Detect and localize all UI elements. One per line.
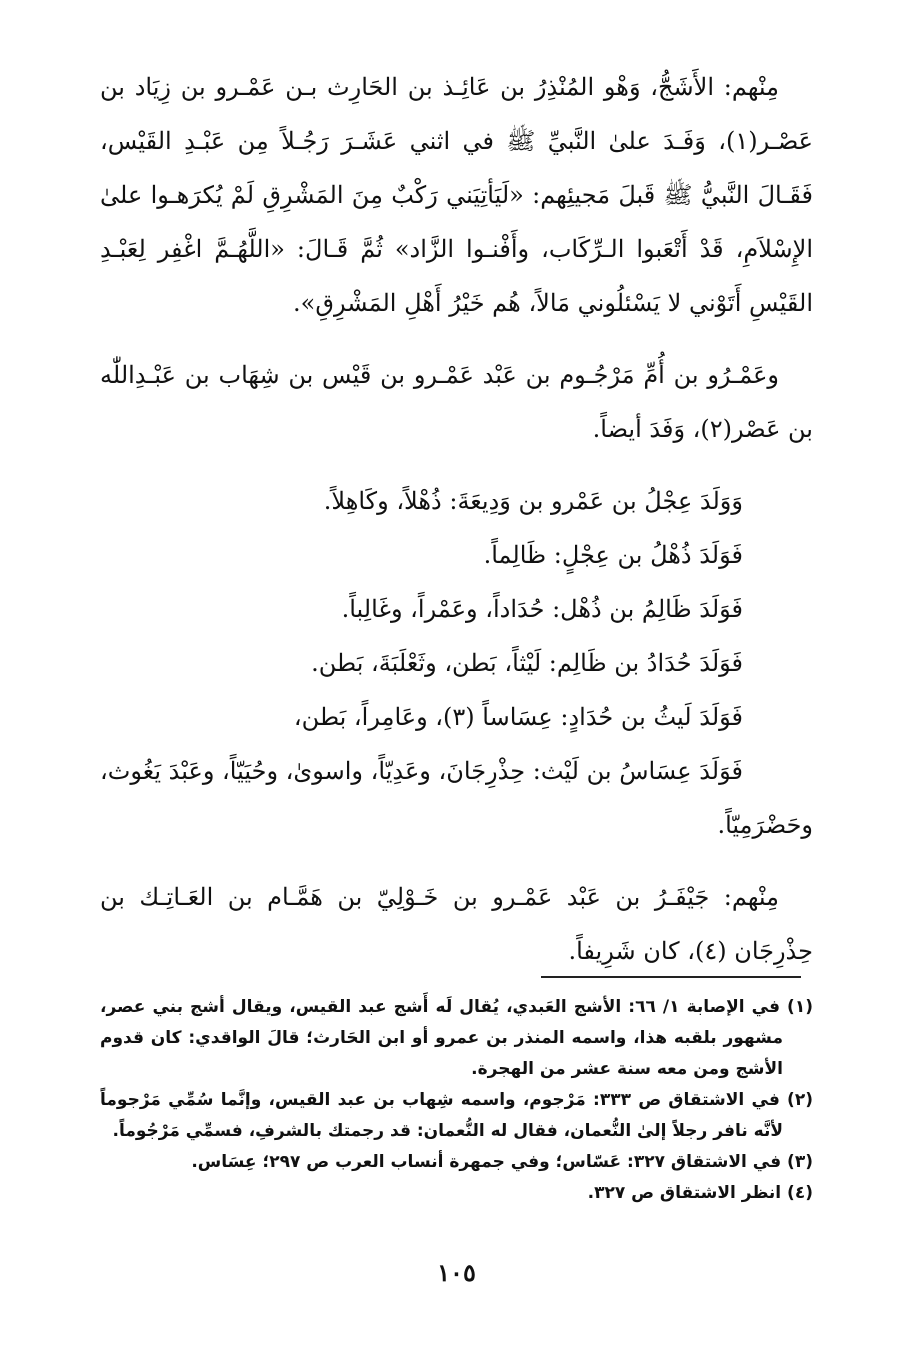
footnote-divider xyxy=(541,976,801,978)
footnote-3: (٣) في الاشتقاق ٣٢٧: عَسّاس؛ وفي جمهرة أنساب العرب ص ٢٩٧؛ عِسَاس. xyxy=(191,1152,813,1172)
paragraph-jayfar: مِنْهم: جَيْفَـرُ بن عَبْد عَمْـرو بن خَـوْلِيّ بن هَمَّـام بن العَـاتِـك بن حِذْرِجَان (٤)، كان شَرِيفاً. xyxy=(100,883,813,965)
footnote-1: (١) في الإصابة ١/ ٦٦: الأشج العَبدي، يُقال لَه أَشج عبد القيس، ويقال أشج بني عصر، مشهور بلقبه هذا، واسمه المنذر بن عمرو أو ابن الحَارث؛ قالَ الواقدي: كان قدوم الأشج ومن معه سنة عشر من الهجرة. xyxy=(100,997,813,1079)
footnotes xyxy=(100,992,813,1209)
genealogy-line: فَوَلَدَ ذُهْلُ بن عِجْلٍ: ظَالِماً. xyxy=(483,541,743,569)
page-number: ١٠٥ xyxy=(437,1258,476,1287)
genealogy-line: فَوَلَدَ لَيثُ بن حُدَادٍ: عِسَاساً (٣)، وعَامِراً، بَطن، xyxy=(293,703,743,731)
genealogy-list xyxy=(100,474,813,852)
paragraph-ashajj: مِنْهم: الأَشَجُّ، وَهْو المُنْذِرُ بن عَائِـذ بن الحَارِث بـن عَمْـرو بن زِيَاد بن عَصْـر(١)، وَفَـدَ علىٰ النَّبيِّ ﷺ في اثني عَشَـرَ رَجُـلاً مِن عَبْـدِ القَيْس، فَقَـالَ النَّبيُّ ﷺ قَبلَ مَجيئِهم: «لَيَأتِيَني رَكْبٌ مِنَ المَشْرِقِ لَمْ يُكرَهـوا علىٰ الإِسْلاَمِ، قَدْ أَتْعَبوا الـرِّكَاب، وأَفْنـوا الزَّاد» ثُمَّ قَـالَ: «اللَّهُـمَّ اغْفِر لِعَبْـدِ القَيْسِ أَتَوْني لا يَسْئلُوني مَالاً، هُم خَيْرُ أَهْلِ المَشْرِقِ». xyxy=(100,73,813,317)
genealogy-line: وَوَلَدَ عِجْلُ بن عَمْرو بن وَدِيعَةَ: ذُهْلاً، وكَاهِلاً. xyxy=(323,487,743,515)
footnote-2: (٢) في الاشتقاق ص ٣٣٣: مَرْجوم، واسمه شِهاب بن عبد القيس، وإنَّما سُمِّي مَرْجوماً لأنَّه نافر رجلاً إلىٰ النُّعمان، فقال له النُّعمان: قد رجمتك بالشرفِ، فسمِّي مَرْجُوماً. xyxy=(100,1090,814,1141)
main-text xyxy=(100,60,813,978)
genealogy-line: فَوَلَدَ ظَالِمُ بن ذُهْل: حُدَاداً، وعَمْراً، وغَالِباً. xyxy=(341,595,743,623)
paragraph-amr: وعَمْـرُو بن أُمِّ مَرْجُـوم بن عَبْد عَمْـرو بن قَيْس بن شِهَاب بن عَبْـدِاللّٰه بن عَصْر(٢)، وَفَدَ أيضاً. xyxy=(100,361,813,443)
genealogy-line: فَوَلَدَ حُدَادُ بن ظَالِم: لَيْثاً، بَطن، وثَعْلَبَةَ، بَطن. xyxy=(311,649,743,677)
footnote-4: (٤) انظر الاشتقاق ص ٣٢٧. xyxy=(587,1183,813,1203)
genealogy-line: فَوَلَدَ عِسَاسُ بن لَيْث: حِذْرِجَانَ، وعَدِيّاً، واسوىٰ، وحُيَيّاً، وعَبْدَ يَغُوث، وحَضْرَمِيّاً. xyxy=(100,757,813,839)
